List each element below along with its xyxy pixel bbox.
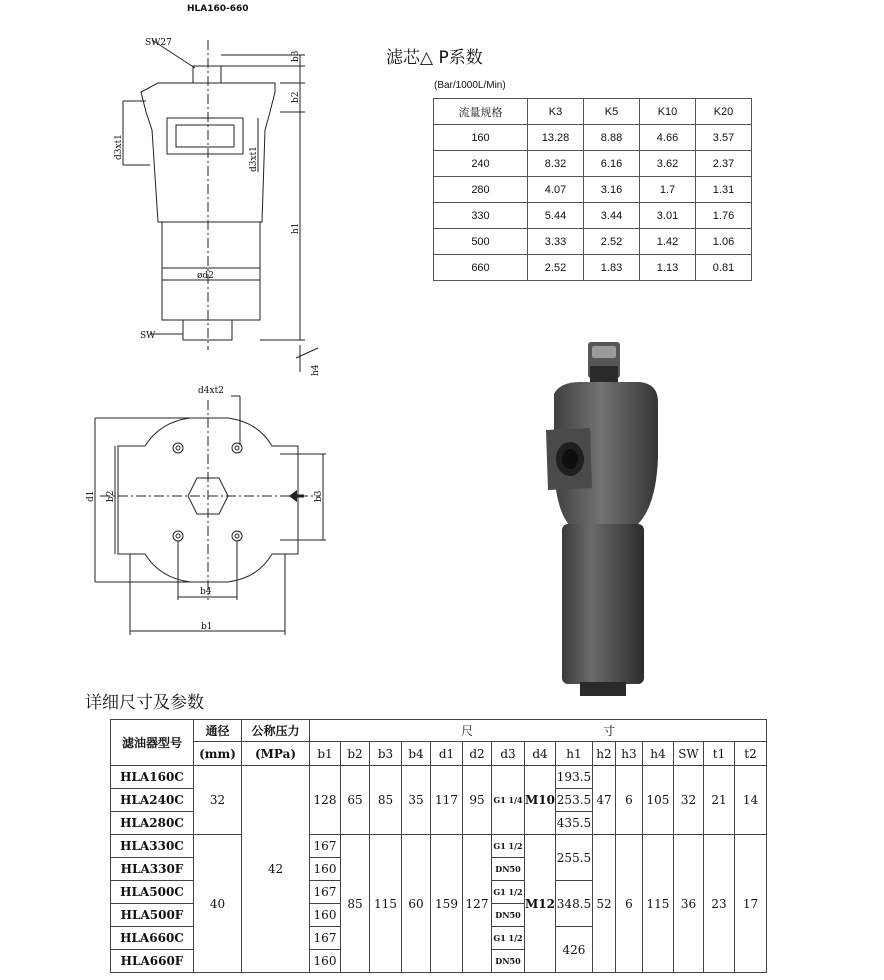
b1-cell: 167: [310, 881, 341, 904]
k-cell: 1.83: [584, 255, 640, 281]
h1-cell: 426: [555, 927, 592, 973]
label-b3-top-view: b3: [314, 490, 324, 502]
model-cell: HLA660C: [111, 927, 194, 950]
k-header: K20: [696, 99, 752, 125]
t2-cell: 14: [734, 766, 766, 835]
k-cell: 1.42: [640, 229, 696, 255]
model-cell: HLA240C: [111, 789, 194, 812]
model-cell: HLA280C: [111, 812, 194, 835]
label-b3: b3: [291, 50, 301, 62]
h3-cell: 6: [615, 835, 642, 973]
k-coefficient-table: [433, 98, 752, 281]
k-cell: 1.31: [696, 177, 752, 203]
col-header: b4: [402, 742, 431, 766]
b1-cell: 160: [310, 950, 341, 973]
header-bore: 通径: [194, 720, 242, 742]
b1-cell: 128: [310, 766, 341, 835]
section-title: 详细尺寸及参数: [85, 693, 204, 713]
label-d4xt2: d4xt2: [198, 386, 224, 396]
model-cell: HLA660F: [111, 950, 194, 973]
h4-cell: 105: [642, 766, 673, 835]
k-cell: 5.44: [528, 203, 584, 229]
b4-cell: 35: [402, 766, 431, 835]
model-title: HLA160-660: [187, 4, 249, 14]
header-pressure: 公称压力: [242, 720, 310, 742]
h1-cell: 255.5: [555, 835, 592, 881]
h2-cell: 47: [592, 766, 615, 835]
label-b1: b1: [201, 622, 213, 632]
col-header: b2: [341, 742, 370, 766]
header-size-1: 尺: [460, 724, 473, 738]
t1-cell: 23: [703, 835, 734, 973]
col-header: h2: [592, 742, 615, 766]
header-pressure-unit: (MPa): [242, 742, 310, 766]
b1-cell: 167: [310, 927, 341, 950]
table-row: [111, 720, 767, 742]
filter-product-image: [540, 338, 670, 700]
d2-cell: 95: [463, 766, 492, 835]
label-sw: SW: [140, 331, 156, 341]
k-header: K5: [584, 99, 640, 125]
d1-cell: 159: [431, 835, 463, 973]
k-cell: 0.81: [696, 255, 752, 281]
k-cell: 13.28: [528, 125, 584, 151]
b3-cell: 115: [370, 835, 402, 973]
k-cell: 2.52: [584, 229, 640, 255]
col-header: d1: [431, 742, 463, 766]
h1-cell: 193.5: [555, 766, 592, 789]
label-sw27: SW27: [145, 38, 172, 48]
col-header: h3: [615, 742, 642, 766]
h3-cell: 6: [615, 766, 642, 835]
dimension-table: [110, 719, 767, 973]
col-header: d3: [492, 742, 525, 766]
model-cell: HLA160C: [111, 766, 194, 789]
header-bore-unit: (mm): [194, 742, 242, 766]
label-h4: h4: [311, 364, 321, 376]
bore-cell: 32: [194, 766, 242, 835]
bore-cell: 40: [194, 835, 242, 973]
k-cell: 1.76: [696, 203, 752, 229]
b4-cell: 60: [402, 835, 431, 973]
k-cell: 6.16: [584, 151, 640, 177]
k-cell: 3.62: [640, 151, 696, 177]
model-cell: HLA330F: [111, 858, 194, 881]
table-row: [111, 835, 767, 858]
k-table-title: 滤芯△ P系数: [386, 48, 483, 68]
k-cell: 3.44: [584, 203, 640, 229]
table-row: [434, 255, 752, 281]
k-cell: 280: [434, 177, 528, 203]
k-cell: 2.52: [528, 255, 584, 281]
col-header: h4: [642, 742, 673, 766]
k-cell: 8.32: [528, 151, 584, 177]
d1-cell: 117: [431, 766, 463, 835]
header-model: 滤油器型号: [111, 720, 194, 766]
d3-cell: G1 1/2: [492, 835, 525, 858]
b3-cell: 85: [370, 766, 402, 835]
d3-cell: DN50: [492, 858, 525, 881]
k-cell: 4.66: [640, 125, 696, 151]
h1-cell: 435.5: [555, 812, 592, 835]
table-row: [111, 766, 767, 789]
d3-cell: G1 1/2: [492, 927, 525, 950]
k-cell: 2.37: [696, 151, 752, 177]
k-cell: 3.57: [696, 125, 752, 151]
k-cell: 1.7: [640, 177, 696, 203]
k-cell: 160: [434, 125, 528, 151]
table-row: [111, 742, 767, 766]
inlet-port: [167, 118, 243, 154]
header-size: [310, 720, 767, 742]
col-header: h1: [555, 742, 592, 766]
label-d3xt1-left: d3xt1: [114, 134, 124, 160]
h1-cell: 253.5: [555, 789, 592, 812]
table-row: [434, 177, 752, 203]
h1-cell: 348.5: [555, 881, 592, 927]
sw-cell: 36: [673, 835, 703, 973]
b2-cell: 85: [341, 835, 370, 973]
d4-cell: M10: [525, 766, 556, 835]
col-header: t2: [734, 742, 766, 766]
table-row: [434, 229, 752, 255]
col-header: t1: [703, 742, 734, 766]
sw-cell: 32: [673, 766, 703, 835]
k-cell: 1.13: [640, 255, 696, 281]
h4-cell: 115: [642, 835, 673, 973]
k-table-unit: (Bar/1000L/Min): [434, 80, 506, 91]
label-h1: h1: [291, 222, 301, 234]
t2-cell: 17: [734, 835, 766, 973]
d3-cell: G1 1/2: [492, 881, 525, 904]
table-row: [434, 203, 752, 229]
table-row: [434, 125, 752, 151]
k-header: K3: [528, 99, 584, 125]
k-cell: 3.33: [528, 229, 584, 255]
d3-cell: DN50: [492, 904, 525, 927]
b1-cell: 167: [310, 835, 341, 858]
d3-cell: G1 1/4: [492, 766, 525, 835]
label-b2-top-view: b2: [106, 490, 116, 502]
d4-cell: M12: [525, 835, 556, 973]
col-header: b1: [310, 742, 341, 766]
col-header: d2: [463, 742, 492, 766]
header-size-2: 寸: [602, 724, 615, 738]
t1-cell: 21: [703, 766, 734, 835]
col-header: SW: [673, 742, 703, 766]
k-cell: 500: [434, 229, 528, 255]
label-b2: b2: [291, 91, 301, 103]
b1-cell: 160: [310, 904, 341, 927]
k-cell: 3.01: [640, 203, 696, 229]
label-b4: b4: [200, 587, 212, 597]
b1-cell: 160: [310, 858, 341, 881]
d2-cell: 127: [463, 835, 492, 973]
k-cell: 3.16: [584, 177, 640, 203]
k-cell: 8.88: [584, 125, 640, 151]
label-d1: d1: [86, 490, 96, 502]
k-cell: 660: [434, 255, 528, 281]
k-cell: 240: [434, 151, 528, 177]
col-header: d4: [525, 742, 556, 766]
top-port: [193, 66, 221, 83]
table-row: [434, 99, 752, 125]
model-cell: HLA500C: [111, 881, 194, 904]
k-cell: 330: [434, 203, 528, 229]
b2-cell: 65: [341, 766, 370, 835]
k-cell: 1.06: [696, 229, 752, 255]
col-header: b3: [370, 742, 402, 766]
model-cell: HLA500F: [111, 904, 194, 927]
label-d3xt1-right: d3xt1: [249, 146, 259, 172]
d3-cell: DN50: [492, 950, 525, 973]
k-cell: 4.07: [528, 177, 584, 203]
k-header: 流量规格: [434, 99, 528, 125]
model-cell: HLA330C: [111, 835, 194, 858]
k-header: K10: [640, 99, 696, 125]
pressure-cell: 42: [242, 766, 310, 973]
h2-cell: 52: [592, 835, 615, 973]
label-d2: ød2: [197, 271, 214, 281]
flow-arrow-icon: [289, 490, 297, 502]
table-row: [434, 151, 752, 177]
